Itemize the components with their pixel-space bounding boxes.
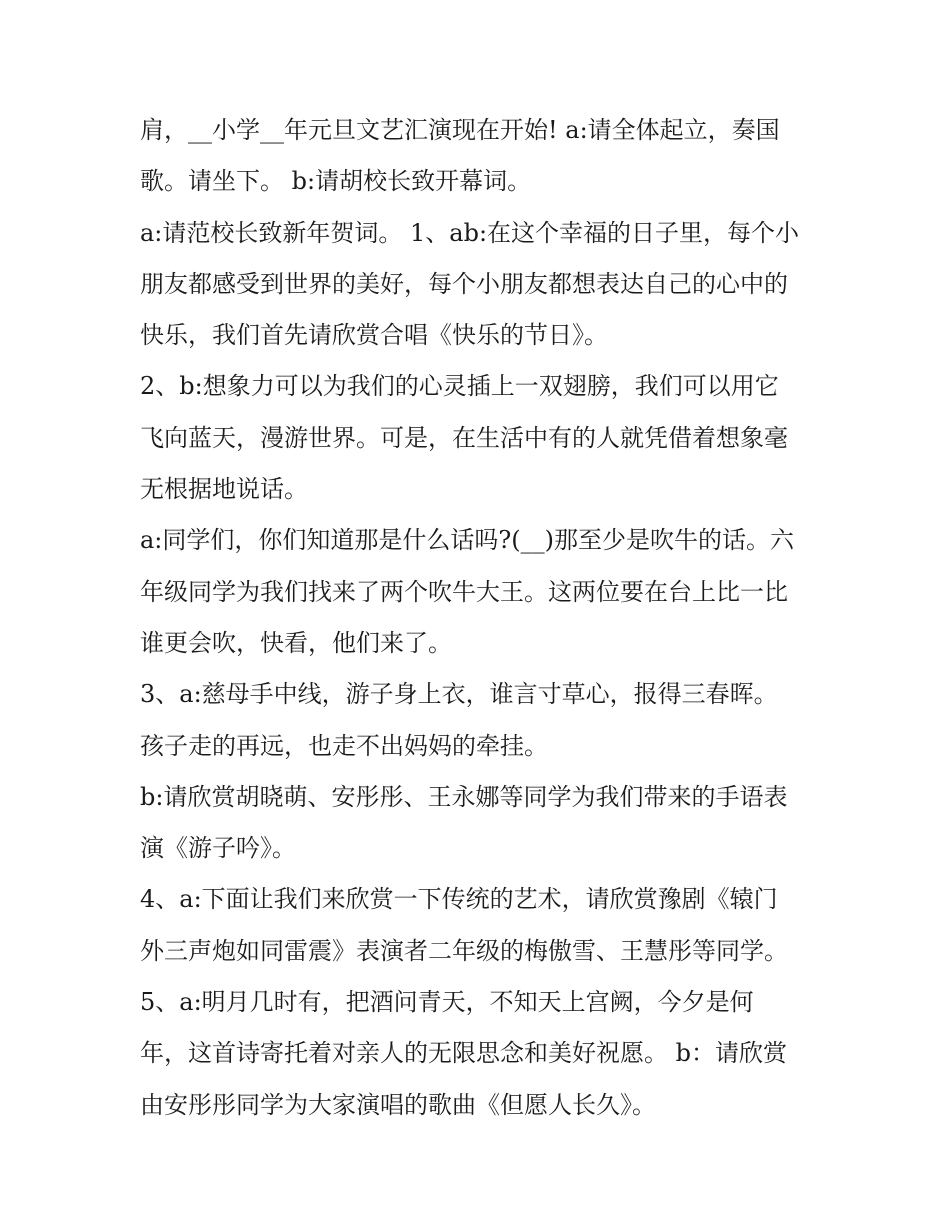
text-line: 快乐，我们首先请欣赏合唱《快乐的节日》。 [140,321,608,350]
text-line: 4、a:下面让我们来欣赏一下传统的艺术，请欣赏豫剧《辕门 [140,885,778,914]
text-line: a:同学们，你们知道那是什么话吗?(__)那至少是吹牛的话。六 [140,526,794,555]
text-line: 由安彤彤同学为大家演唱的歌曲《但愿人长久》。 [140,1090,656,1119]
text-line: a:请范校长致新年贺词。 1、ab:在这个幸福的日子里，每个小 [140,218,800,247]
text-line: 3、a:慈母手中线，游子身上衣，谁言寸草心，报得三春晖。 [140,680,778,709]
paragraph-program-2 [140,361,840,515]
paragraph-program-5 [140,977,840,1131]
text-line: 飞向蓝天，漫游世界。可是，在生活中有的人就凭借着想象毫 [140,423,788,452]
text-line: 无根据地说话。 [140,475,308,504]
text-line: b:请欣赏胡晓萌、安彤彤、王永娜等同学为我们带来的手语表 [140,782,788,811]
paragraph-opening [140,105,840,208]
paragraph-program-2-cont [140,515,840,669]
text-line: 朋友都感受到世界的美好，每个小朋友都想表达自己的心中的 [140,269,788,298]
paragraph-program-4 [140,874,840,977]
text-line: 年级同学为我们找来了两个吹牛大王。这两位要在台上比一比 [140,577,788,606]
text-line: 孩子走的再远，也走不出妈妈的牵挂。 [140,731,548,760]
paragraph-program-1 [140,208,840,362]
text-line: 谁更会吹，快看，他们来了。 [140,628,452,657]
text-line: 肩，__小学__年元旦文艺汇演现在开始! a:请全体起立，奏国 [140,116,780,144]
text-line: 演《游子吟》。 [140,834,296,863]
text-line: 年，这首诗寄托着对亲人的无限思念和美好祝愿。 b：请欣赏 [140,1039,787,1068]
text-line: 外三声炮如同雷震》表演者二年级的梅傲雪、王慧彤等同学。 [140,936,788,965]
text-line: 歌。请坐下。 b:请胡校长致开幕词。 [140,167,532,196]
text-line: 2、b:想象力可以为我们的心灵插上一双翅膀，我们可以用它 [140,372,779,401]
paragraph-program-3 [140,669,840,772]
text-line: 5、a:明月几时有，把酒问青天，不知天上宫阙，今夕是何 [140,988,754,1017]
document-body [140,105,840,1131]
paragraph-program-3-cont [140,772,840,875]
